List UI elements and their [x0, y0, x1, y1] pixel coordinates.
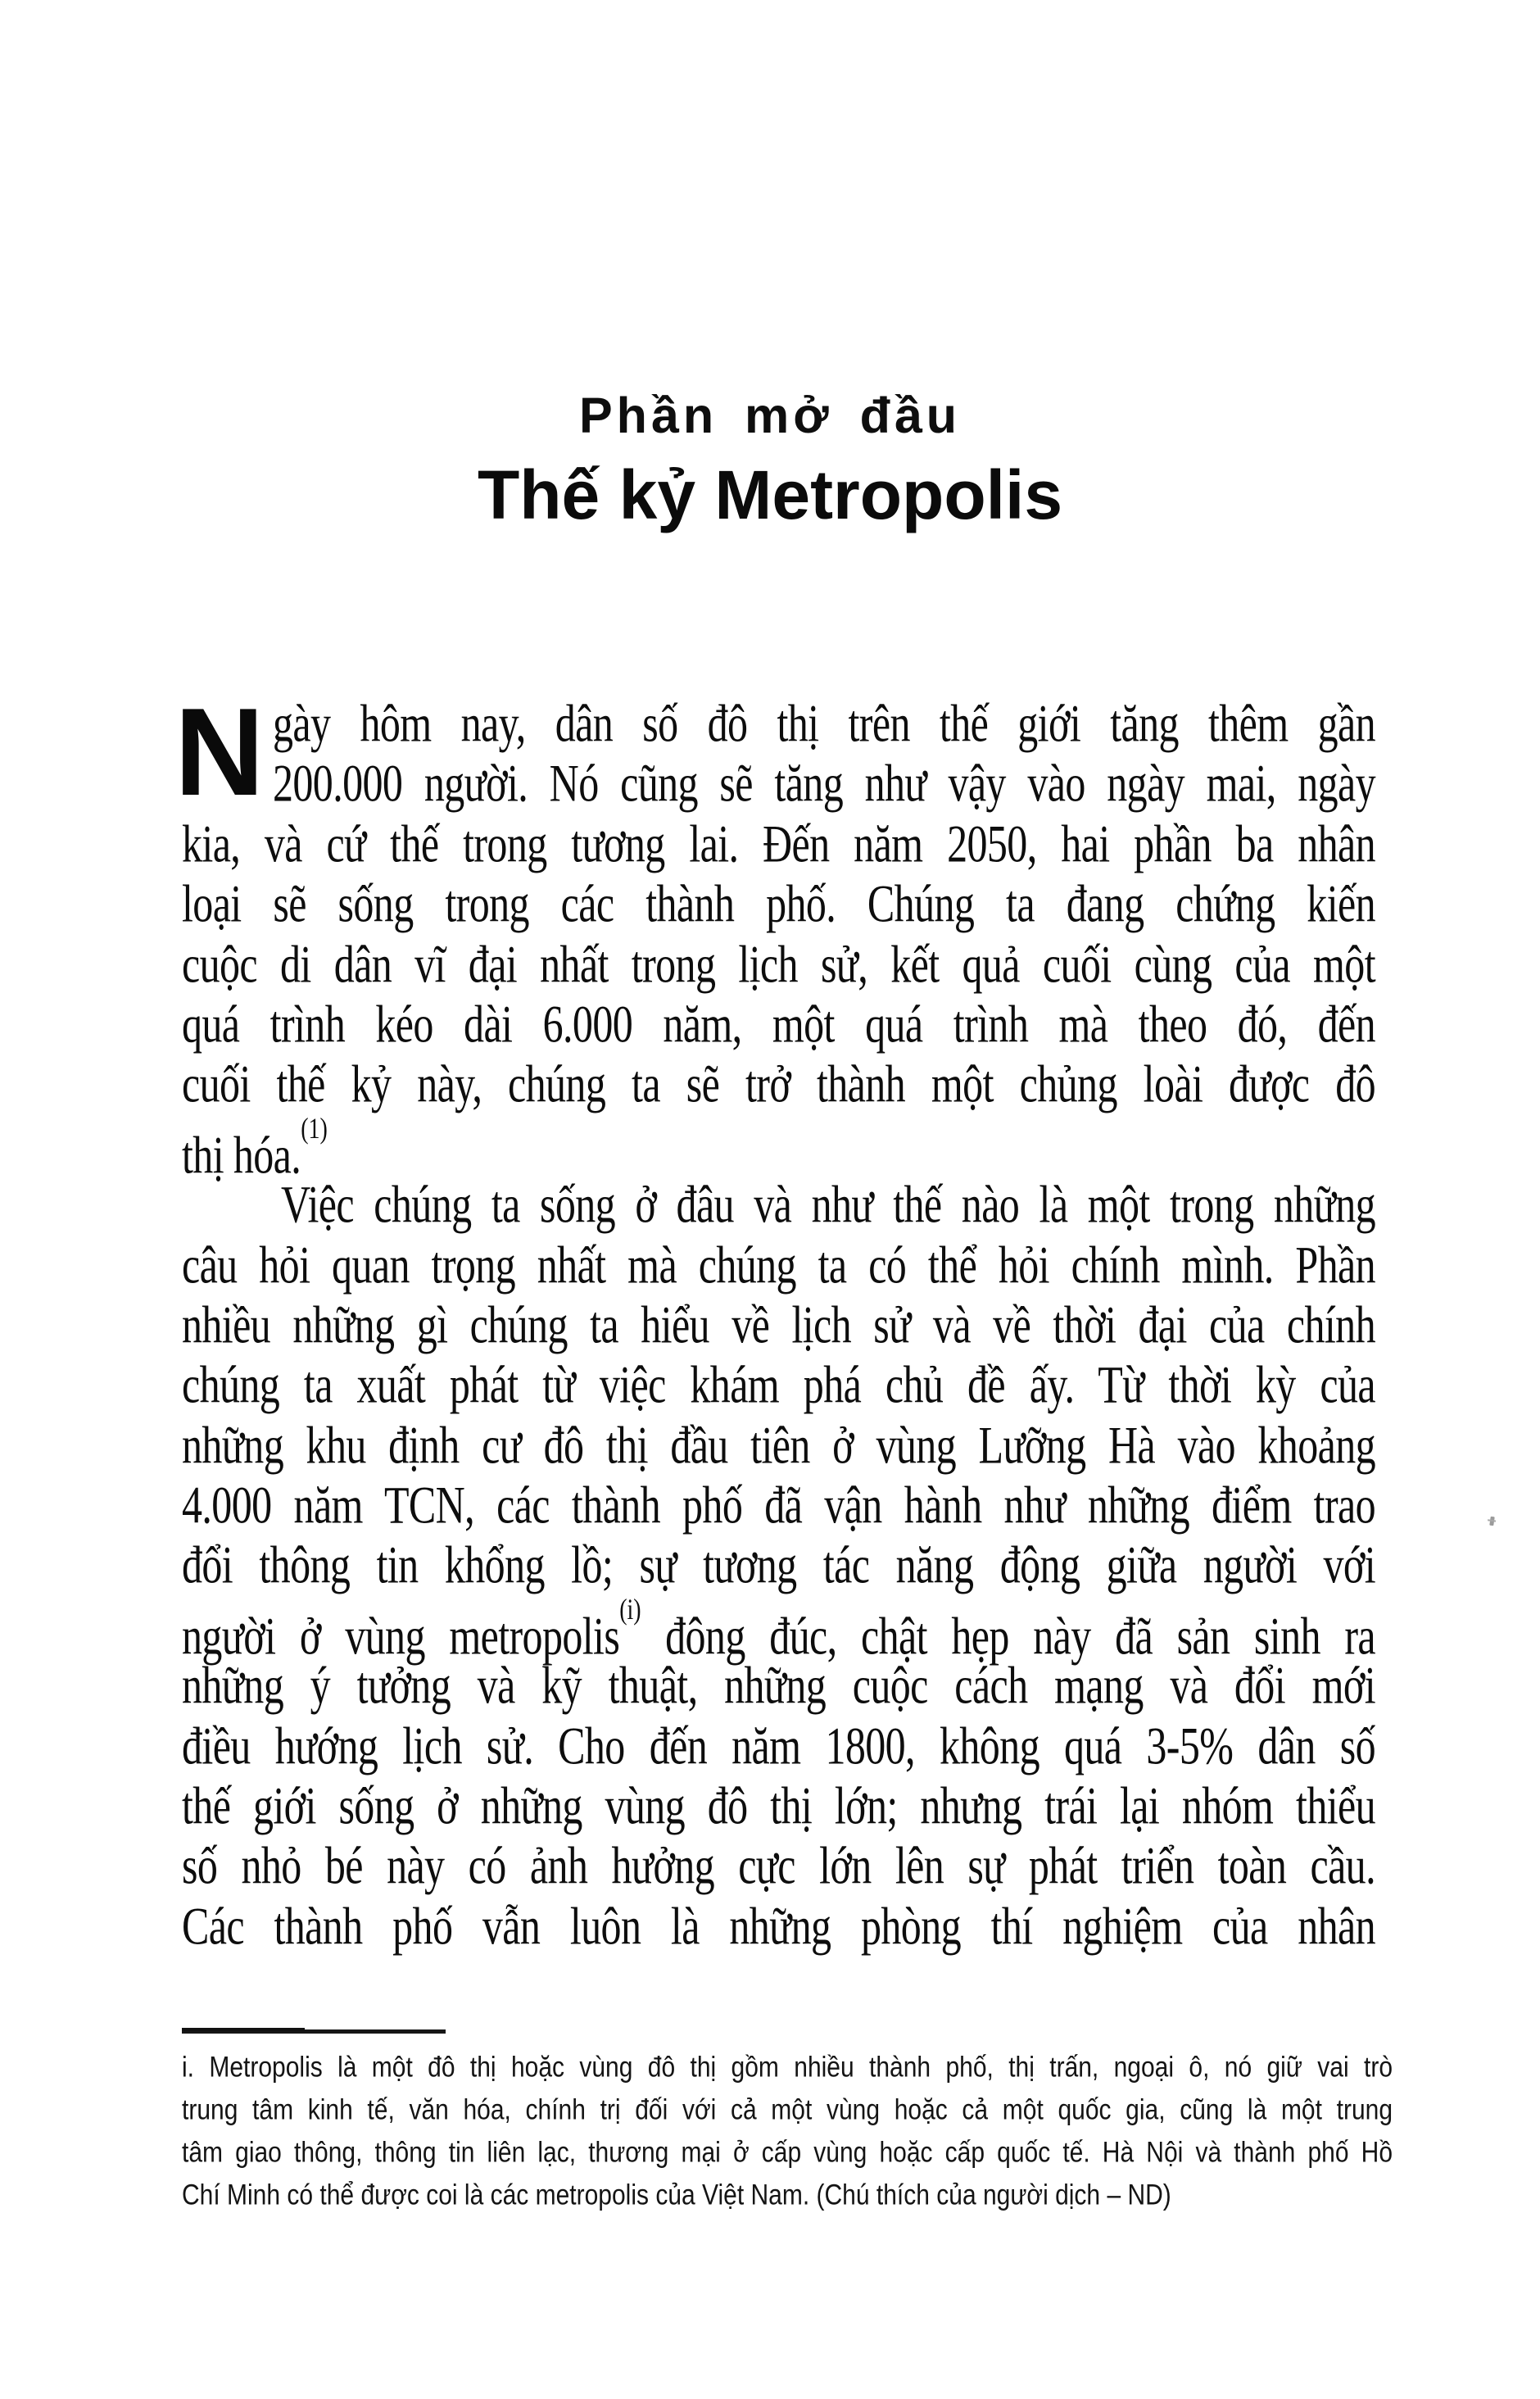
page-title: Thế kỷ Metropolis — [477, 456, 1063, 533]
body-line-text: người ở vùng metropolis — [182, 1605, 620, 1666]
body-line-text: câu hỏi quan trọng nhất mà chúng ta có thể hỏi chính mình. Phần — [182, 1234, 1375, 1295]
body-line-text: đổi thông tin khổng lồ; sự tương tác năng động giữa người với — [182, 1535, 1375, 1595]
body-line-text: 200.000 người. Nó cũng sẽ tăng như vậy vào ngày mai, ngày — [273, 753, 1375, 814]
footnote-divider — [182, 2029, 446, 2034]
body-line-text: Việc chúng ta sống ở đâu và như thế nào là một trong những — [281, 1174, 1375, 1235]
footnote-marker: (i) — [619, 1594, 641, 1627]
body-line — [182, 1888, 1375, 1966]
body-line-text: điều hướng lịch sử. Cho đến năm 1800, không quá 3-5% dân số — [182, 1715, 1375, 1775]
body-line-text: cuộc di dân vĩ đại nhất trong lịch sử, kết quả cuối cùng của một — [182, 933, 1375, 994]
body-text — [182, 693, 1375, 1961]
body-line-text: Các thành phố vẫn luôn là những phòng thí nghiệm của nhân — [182, 1896, 1375, 1956]
body-line-text: số nhỏ bé này có ảnh hưởng cực lớn lên sự phát triển toàn cầu. — [182, 1835, 1375, 1896]
footnote-line-text: tâm giao thông, thông tin liên lạc, thương mại ở cấp vùng hoặc cấp quốc tế. Hà Nội và thành phố Hồ — [182, 2137, 1393, 2169]
scan-speck-artifact — [1489, 1517, 1494, 1526]
footnote-line-text: trung tâm kinh tế, văn hóa, chính trị đối với cả một vùng hoặc cả một quốc gia, cũng là một trung — [182, 2094, 1393, 2126]
body-line-text: thị hóa. — [182, 1124, 301, 1185]
footnote — [182, 2048, 1393, 2219]
body-line-text: gày hôm nay, dân số đô thị trên thế giới tăng thêm gần — [273, 693, 1375, 754]
body-line-text: thế giới sống ở những vùng đô thị lớn; nhưng trái lại nhóm thiểu — [182, 1775, 1375, 1836]
body-line-text: quá trình kéo dài 6.000 năm, một quá trình mà theo đó, đến — [182, 994, 1375, 1054]
footnote-line — [182, 2171, 1393, 2220]
drop-cap: N — [174, 683, 265, 822]
body-line-text: nhiều những gì chúng ta hiểu về lịch sử và về thời đại của chính — [182, 1295, 1375, 1354]
body-line-text: chúng ta xuất phát từ việc khám phá chủ đề ấy. Từ thời kỳ của — [182, 1354, 1375, 1415]
body-line-text: những khu định cư đô thị đầu tiên ở vùng Lưỡng Hà vào khoảng — [182, 1414, 1375, 1475]
footnote-marker: (1) — [301, 1112, 328, 1146]
body-line-text: kia, và cứ thế trong tương lai. Đến năm 2050, hai phần ba nhân — [182, 814, 1375, 873]
body-line-text: đông đúc, chật hẹp này đã sản sinh ra — [641, 1605, 1375, 1666]
footnote-line-text: Chí Minh có thể được coi là các metropolis của Việt Nam. (Chú thích của người dịch – ND) — [182, 2179, 1171, 2211]
body-line-text: cuối thế kỷ này, chúng ta sẽ trở thành một chủng loài được đô — [182, 1054, 1375, 1114]
section-kicker: Phần mở đầu — [578, 388, 962, 443]
body-line-text: loại sẽ sống trong các thành phố. Chúng ta đang chứng kiến — [182, 873, 1375, 934]
footnote-line-text: i. Metropolis là một đô thị hoặc vùng đô thị gồm nhiều thành phố, thị trấn, ngoại ô, nó giữ vai trò — [182, 2052, 1393, 2084]
body-line-text: 4.000 năm TCN, các thành phố đã vận hành như những điểm trao — [182, 1475, 1375, 1535]
body-line-text: những ý tưởng và kỹ thuật, những cuộc cách mạng và đổi mới — [182, 1655, 1375, 1716]
